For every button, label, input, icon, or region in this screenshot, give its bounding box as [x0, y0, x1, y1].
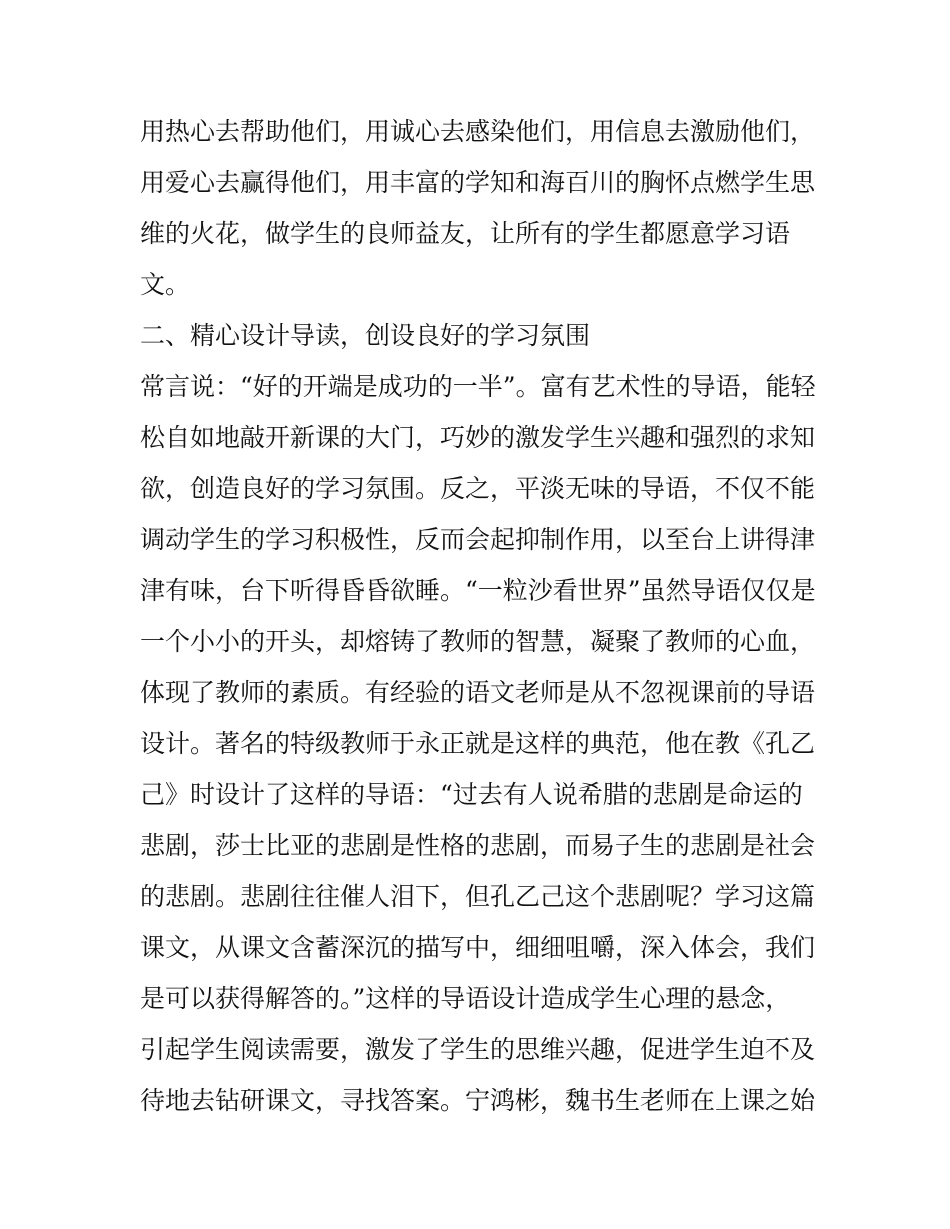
text-line: 调动学生的学习积极性，反而会起抑制作用，以至台上讲得津 [140, 525, 816, 554]
text-line: 悲剧，莎士比亚的悲剧是性格的悲剧，而易子生的悲剧是社会 [140, 831, 816, 860]
text-line: 己》时设计了这样的导语：“过去有人说希腊的悲剧是命运的 [140, 780, 803, 809]
text-line: 引起学生阅读需要，激发了学生的思维兴趣，促进学生迫不及 [140, 1035, 816, 1064]
text-line: 欲，创造良好的学习氛围。反之，平淡无味的导语，不仅不能 [140, 474, 816, 503]
text-line: 的悲剧。悲剧往往催人泪下，但孔乙己这个悲剧呢？学习这篇 [140, 882, 816, 911]
text-line: 是可以获得解答的。”这样的导语设计造成学生心理的悬念， [140, 984, 791, 1013]
text-line: 待地去钻研课文，寻找答案。宁鸿彬，魏书生老师在上课之始 [140, 1086, 816, 1115]
text-line: 课文，从课文含蓄深沉的描写中，细细咀嚼，深入体会，我们 [140, 933, 816, 962]
text-line: 维的火花，做学生的良师益友，让所有的学生都愿意学习语 [140, 219, 791, 248]
text-line: 一个小小的开头，却熔铸了教师的智慧，凝聚了教师的心血， [140, 627, 816, 656]
text-line: 文。 [140, 270, 191, 299]
paragraph-2 [140, 361, 830, 1126]
section-heading: 二、精心设计导读，创设良好的学习氛围 [140, 321, 591, 350]
paragraph-1 [140, 106, 830, 310]
text-line: 津有味，台下听得昏昏欲睡。“一粒沙看世界”虽然导语仅仅是 [140, 576, 816, 605]
text-line: 松自如地敲开新课的大门，巧妙的激发学生兴趣和强烈的求知 [140, 423, 816, 452]
text-line: 体现了教师的素质。有经验的语文老师是从不忽视课前的导语 [140, 678, 816, 707]
text-line: 常言说：“好的开端是成功的一半”。富有艺术性的导语，能轻 [140, 372, 816, 401]
document-body [140, 106, 830, 1126]
text-line: 用热心去帮助他们，用诚心去感染他们，用信息去激励他们， [140, 117, 816, 146]
text-line: 用爱心去赢得他们，用丰富的学知和海百川的胸怀点燃学生思 [140, 168, 816, 197]
text-line: 设计。著名的特级教师于永正就是这样的典范，他在教《孔乙 [140, 729, 816, 758]
